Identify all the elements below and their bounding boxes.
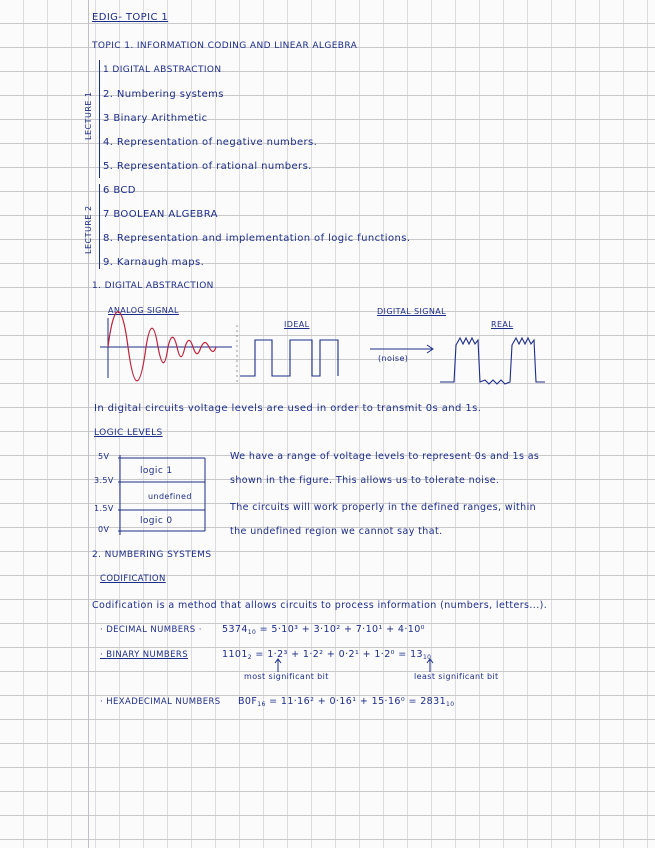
analog-wave [108,312,216,381]
page-title: EDIG- TOPIC 1 [92,12,169,23]
binary-result-base: 10 [422,654,432,661]
toc-item: 1 DIGITAL ABSTRACTION [103,65,222,75]
codification-heading: CODIFICATION [100,574,166,584]
decimal-row: · DECIMAL NUMBERS · [100,625,202,635]
topic-title: TOPIC 1. INFORMATION CODING AND LINEAR ALGEBRA [92,41,358,51]
hex-expansion: = 11·16² + 0·16¹ + 15·16⁰ = 2831 [269,696,447,707]
toc-item: 8. Representation and implementation of logic functions. [103,233,411,244]
toc-item: 2. Numbering systems [103,89,224,100]
hex-base: 16 [257,701,266,708]
real-square-wave [440,338,545,384]
digital-signal-label: DIGITAL SIGNAL [377,307,446,316]
decimal-number: 5374 [222,624,248,635]
decimal-expansion: = 5·10³ + 3·10² + 7·10¹ + 4·10⁰ [259,624,425,635]
real-label: REAL [491,320,514,329]
section-2-heading: 2. NUMBERING SYSTEMS [92,550,212,560]
binary-expansion: = 1·2³ + 1·2² + 0·2¹ + 1·2⁰ = 13 [255,649,423,660]
voltage-label: 5V [98,452,110,461]
voltage-label: 1.5V [94,504,114,513]
msb-label: most significant bit [244,672,329,681]
toc-item: 4. Representation of negative numbers. [103,137,318,148]
logic-note-line: The circuits will work properly in the defined ranges, within [230,502,537,513]
hex-row: · HEXADECIMAL NUMBERS [100,697,221,707]
ideal-label: IDEAL [284,320,310,329]
logic-note-line: We have a range of voltage levels to represent 0s and 1s as [230,451,540,462]
sentence-voltage-levels: In digital circuits voltage levels are used in order to transmit 0s and 1s. [94,403,482,414]
region-label: undefined [148,492,192,501]
binary-expression [222,649,431,661]
lecture-2-label: LECTURE 2 [84,205,93,254]
binary-label: BINARY NUMBERS [106,650,189,660]
toc-item: 6 BCD [103,185,136,196]
decimal-base: 10 [247,629,257,636]
binary-row: · BINARY NUMBERS [100,650,189,660]
lecture-1-label: LECTURE 1 [84,91,93,140]
logic-note-line: shown in the figure. This allows us to tolerate noise. [230,475,500,486]
binary-number: 1101 [222,649,248,660]
hex-label: HEXADECIMAL NUMBERS [106,697,221,707]
lsb-label: least significant bit [414,672,499,681]
analog-signal-label: ANALOG SIGNAL [108,306,179,315]
logic-note-line: the undefined region we cannot say that. [230,526,443,537]
voltage-label: 0V [98,525,110,534]
region-label: logic 1 [140,466,173,476]
section-1-heading: 1. DIGITAL ABSTRACTION [92,281,214,291]
logic-levels-heading: LOGIC LEVELS [94,428,163,438]
hex-result-base: 10 [446,701,455,708]
noise-label: (noise) [378,354,409,363]
region-label: logic 0 [140,516,173,526]
toc-item: 7 BOOLEAN ALGEBRA [103,209,218,220]
decimal-label: DECIMAL NUMBERS [106,625,196,635]
decimal-expression [222,624,425,636]
hex-expression [238,696,454,708]
toc-item: 9. Karnaugh maps. [103,257,205,268]
ideal-square-wave [240,340,338,376]
hex-number: B0F [238,696,258,707]
codification-text: Codification is a method that allows circuits to process information (numbers, letters...). [92,600,548,611]
toc-item: 3 Binary Arithmetic [103,113,208,124]
toc-item: 5. Representation of rational numbers. [103,161,312,172]
binary-base: 2 [247,654,252,661]
voltage-label: 3.5V [94,476,114,485]
